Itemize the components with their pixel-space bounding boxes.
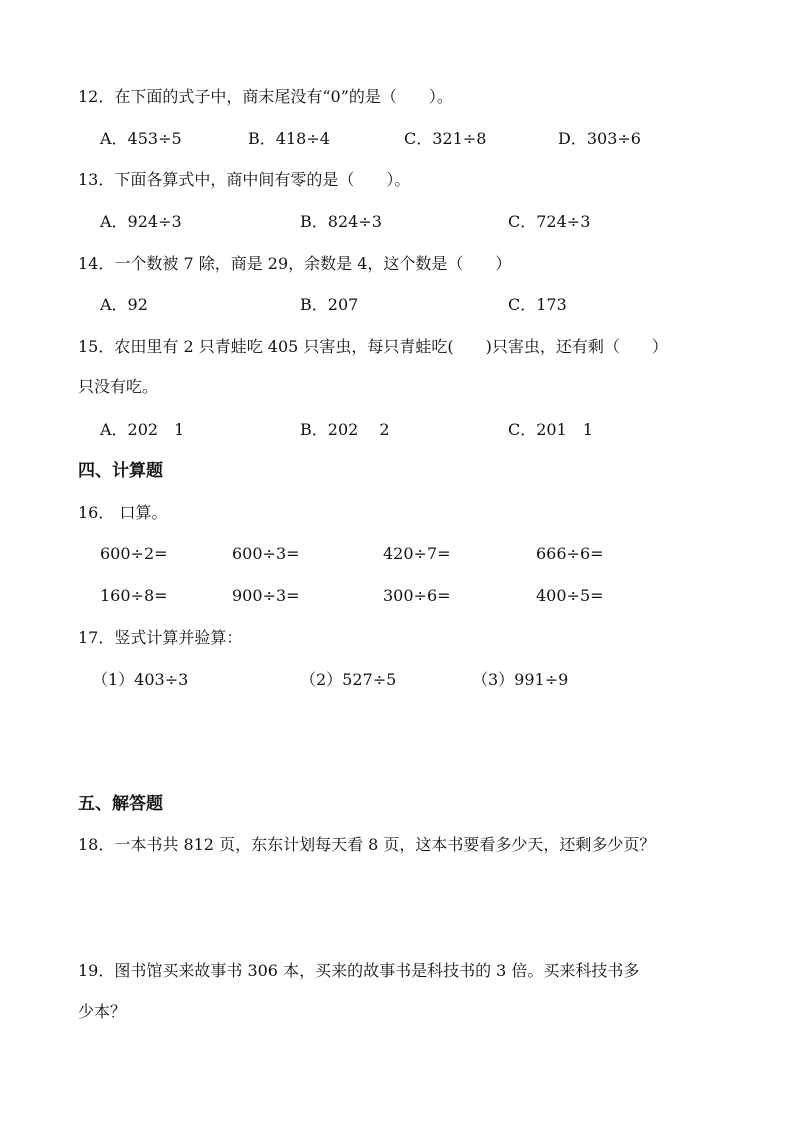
mental-calc-item: 900÷3= xyxy=(232,586,300,605)
question-16-stem: 16． 口算。 xyxy=(78,503,168,522)
question-15-option-a: A．202 1 xyxy=(100,420,185,439)
question-14-option-a: A．92 xyxy=(100,295,148,314)
mental-calc-item: 666÷6= xyxy=(536,544,604,563)
mental-calc-item: 400÷5= xyxy=(536,586,604,605)
question-13-option-a: A．924÷3 xyxy=(100,212,182,231)
mental-calc-item: 160÷8= xyxy=(100,586,168,605)
question-12-option-a: A．453÷5 xyxy=(100,129,182,148)
question-13-option-c: C．724÷3 xyxy=(508,212,591,231)
mental-calc-item: 600÷3= xyxy=(232,544,300,563)
vertical-calc-item: （2）527÷5 xyxy=(300,670,397,689)
mental-calc-item: 420÷7= xyxy=(383,544,451,563)
question-15-stem-line1: 15．农田里有 2 只青蛙吃 405 只害虫，每只青蛙吃( )只害虫，还有剩（ ） xyxy=(78,337,668,356)
question-17-stem: 17．竖式计算并验算： xyxy=(78,628,243,647)
question-13-option-b: B．824÷3 xyxy=(300,212,382,231)
question-14-option-c: C．173 xyxy=(508,295,567,314)
question-15-option-b: B．202 2 xyxy=(300,420,390,439)
question-19-stem-line1: 19．图书馆买来故事书 306 本，买来的故事书是科技书的 3 倍。买来科技书多 xyxy=(78,961,640,980)
question-12-option-d: D．303÷6 xyxy=(558,129,641,148)
mental-calc-item: 600÷2= xyxy=(100,544,168,563)
question-12-option-b: B．418÷4 xyxy=(248,129,330,148)
vertical-calc-item: （3）991÷9 xyxy=(472,670,569,689)
question-12-stem: 12．在下面的式子中，商末尾没有“0”的是（ ）。 xyxy=(78,87,453,106)
question-12-option-c: C．321÷8 xyxy=(404,129,487,148)
question-19-stem-line2: 少本？ xyxy=(78,1002,127,1021)
question-14-option-b: B．207 xyxy=(300,295,359,314)
question-18-stem: 18．一本书共 812 页，东东计划每天看 8 页，这本书要看多少天，还剩多少页？ xyxy=(78,835,656,854)
section-4-heading: 四、计算题 xyxy=(78,461,163,481)
section-5-heading: 五、解答题 xyxy=(78,794,163,814)
question-14-stem: 14．一个数被 7 除，商是 29，余数是 4，这个数是（ ） xyxy=(78,254,512,273)
mental-calc-item: 300÷6= xyxy=(383,586,451,605)
question-13-stem: 13．下面各算式中，商中间有零的是（ ）。 xyxy=(78,170,411,189)
vertical-calc-item: （1）403÷3 xyxy=(92,670,189,689)
question-15-option-c: C．201 1 xyxy=(508,420,593,439)
question-15-stem-line2: 只没有吃。 xyxy=(78,377,159,396)
